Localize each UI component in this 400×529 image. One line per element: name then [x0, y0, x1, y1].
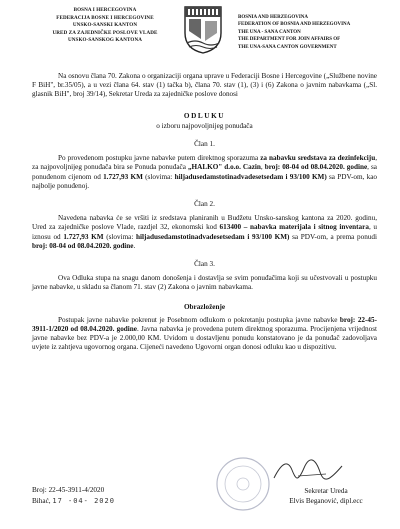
rationale-text: Postupak javne nabavke pokrenut je Posebnom odlukom o pokretanju postupka javne nabavke broj: 22-45-3911-1/2020 od 08.04.2020. godine. Javna nabavka je provedena putem direktnog sporazuma. Procijenjena vrijednost javne nabavke bez PDV-a je 2.000,00 KM. Uvidom u dostavljenu ponudu konstatovano je da ponuđač zadovoljava uvjete iz zahtjeva ugovornog organa. Cijeneći navedeno Ugovorni organ donosi odluku kao u dispozitivu. — [32, 315, 377, 352]
header-right — [238, 14, 370, 51]
handwritten-date: 17 -04- 2020 — [52, 497, 115, 505]
header-right-line: THE DEPARTMENT FOR JOIN AFFAIRS OF — [238, 37, 341, 43]
canton-coat-of-arms-icon — [181, 3, 225, 55]
header-left-line: URED ZA ZAJEDNIČKE POSLOVE VLADE — [52, 29, 158, 36]
article-3-heading: Član 3. — [194, 260, 215, 269]
header-right-line: BOSNIA AND HERZEGOVINA — [238, 15, 309, 20]
document-subtitle: o izboru najpovoljnijeg ponuđača — [156, 121, 253, 130]
signer-title: Sekretar Ureda — [304, 487, 348, 495]
header-left-line: BOSNA I HERCEGOVINA — [73, 7, 137, 13]
article-1-heading: Član 1. — [194, 140, 215, 149]
document-body — [32, 72, 377, 353]
article-2-heading: Član 2. — [194, 200, 215, 209]
header-right-line: FEDERATION OF BOSNIA AND HERZEGOVINA — [238, 22, 351, 28]
reference-number: Broj: 22-45-3911-4/2020 — [32, 486, 105, 494]
handwritten-signature-icon — [268, 456, 348, 486]
header-left-line: UNSKO-SANSKI KANTON — [72, 22, 138, 29]
rationale-heading: Obrazloženje — [183, 302, 226, 311]
header-left-line: FEDERACIJA BOSNE I HERCEGOVINE — [56, 14, 154, 21]
article-3-text: Ova Odluka stupa na snagu danom donošenja i dostavlja se svim ponuđačima koji su učestvovali u postupku javne nabavke, u skladu sa članom 71. stav (2) Zakona o javnim nabavkama. — [32, 274, 377, 292]
article-2-text: Navedena nabavka će se vršiti iz sredstava planiranih u Budžetu Unsko-sanskog kantona za 2020. godinu, Ured za zajedničke poslove Vlade, razdjel 32, ekonomski kod 613400 – nabavka materijala i sitnog inventara, u iznosu od 1.727,93 KM (slovima: hiljadusedamstotinadvadesetsedam i 93/100 KM) sa PDV-om, a prema ponudi broj: 08-04 od 08.04.2020. godine. — [32, 214, 378, 250]
official-stamp-icon — [214, 455, 272, 513]
signer-name: Elvis Beganović, dipl.ecc — [289, 497, 363, 505]
header-right-line: THE UNA-SANA CANTON GOVERNMENT — [238, 44, 337, 50]
document-title: ODLUKU — [183, 111, 226, 120]
signature-block — [281, 486, 371, 506]
document-footer — [32, 485, 115, 507]
place-and-date: Bihać, 17 -04- 2020 — [32, 497, 115, 505]
article-1-text: Po provedenom postupku javne nabavke putem direktnog sporazuma za nabavku sredstava za dezinfekciju, za najpovoljnijeg ponuđača bira se Ponuda ponuđača „HALKO" d.o.o. Cazin, broj: 08-04 od 08.04.2020. godine, sa ponuđenom cijenom od 1.727,93 KM (slovima: hiljadusedamstotinadvadesetsedam i 93/100 KM) sa PDV-om, kao najbolje ponuđenoj. — [32, 154, 377, 190]
preamble: Na osnovu člana 70. Zakona o organizaciji organa uprave u Federaciji Bosne i Hercegovine („Službene novine F BiH", br.35/05), a u vezi člana 64. stav (1) tačka b), člana 70. stav (1), (3) i (6) Zakona o javnim nabavkama („Sl. glasnik BiH", broj 39/14), Sekretar Ureda za zajedničke poslove donosi — [32, 72, 377, 99]
header-right-line: THE UNA - SANA CANTON — [238, 29, 301, 35]
header-left — [30, 7, 180, 45]
header-left-line: UNSKO-SANSKOG KANTONA — [67, 37, 143, 44]
